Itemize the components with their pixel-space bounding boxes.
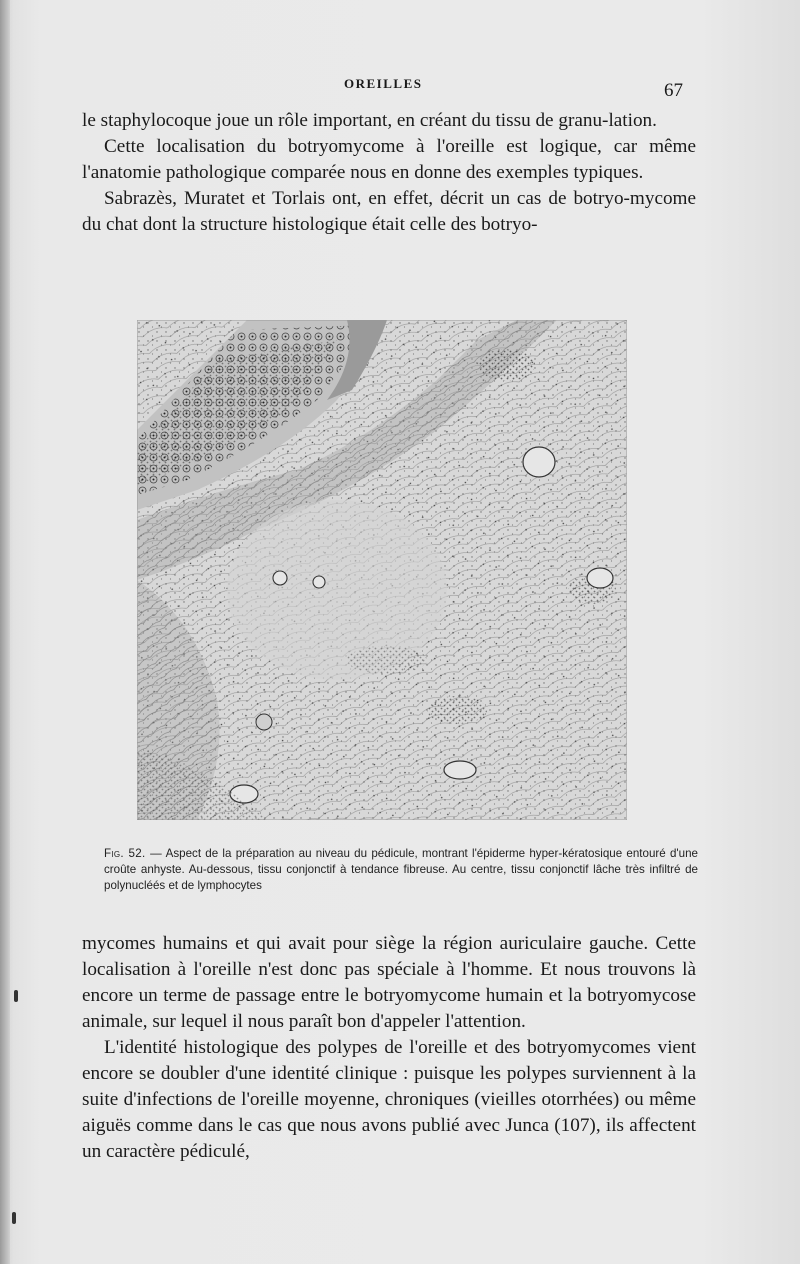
paragraph: Sabrazès, Muratet et Torlais ont, en effet, décrit un cas de botryo-mycome du chat dont la structure histologique était celle des botryo- [82, 188, 696, 235]
figure-caption-text: Aspect de la préparation au niveau du pédicule, montrant l'épiderme hyper-kératosique entouré d'une croûte anhyste. Au-dessous, tissu conjonctif à tendance fibreuse. Au centre, tissu conjonctif lâche très infiltré de polynucléés et de lymphocytes [104, 847, 698, 892]
paragraph: Cette localisation du botryomycome à l'oreille est logique, car même l'anatomie pathologique comparée nous en donne des exemples typiques. [82, 136, 696, 183]
paragraph-continuation: mycomes humains et qui avait pour siège la région auriculaire gauche. Cette localisation à l'oreille n'est donc pas spéciale à l'homme. Et nous trouvons là encore un terme de passage entre le botryomycome humain et la botryomycose animale, sur lequel il nous paraît bon d'appeler l'attention. [82, 933, 696, 1032]
running-head: OREILLES [344, 76, 423, 91]
paragraph: L'identité histologique des polypes de l'oreille et des botryomycomes vient encore se doubler d'une identité clinique : puisque les polypes surviennent à la suite d'infections de l'oreille moyenne, chroniques (vieilles otorrhées) ou même aiguës comme dans le cas que nous avons publié avec Junca (107), ils affectent un caractère pédiculé, [82, 1037, 696, 1162]
figure-caption [104, 846, 698, 894]
top-text-block [82, 108, 696, 238]
histology-figure [137, 320, 627, 820]
bottom-text-block [82, 931, 696, 1165]
margin-mark [12, 1212, 16, 1224]
paragraph-continuation: le staphylocoque joue un rôle important, en créant du tissu de granu-lation. [82, 110, 657, 131]
book-binding-shadow [0, 0, 10, 1264]
margin-mark [14, 990, 18, 1002]
page-number: 67 [664, 80, 683, 101]
figure-label: Fig. 52. — [104, 847, 162, 860]
histology-drawing [137, 320, 627, 820]
